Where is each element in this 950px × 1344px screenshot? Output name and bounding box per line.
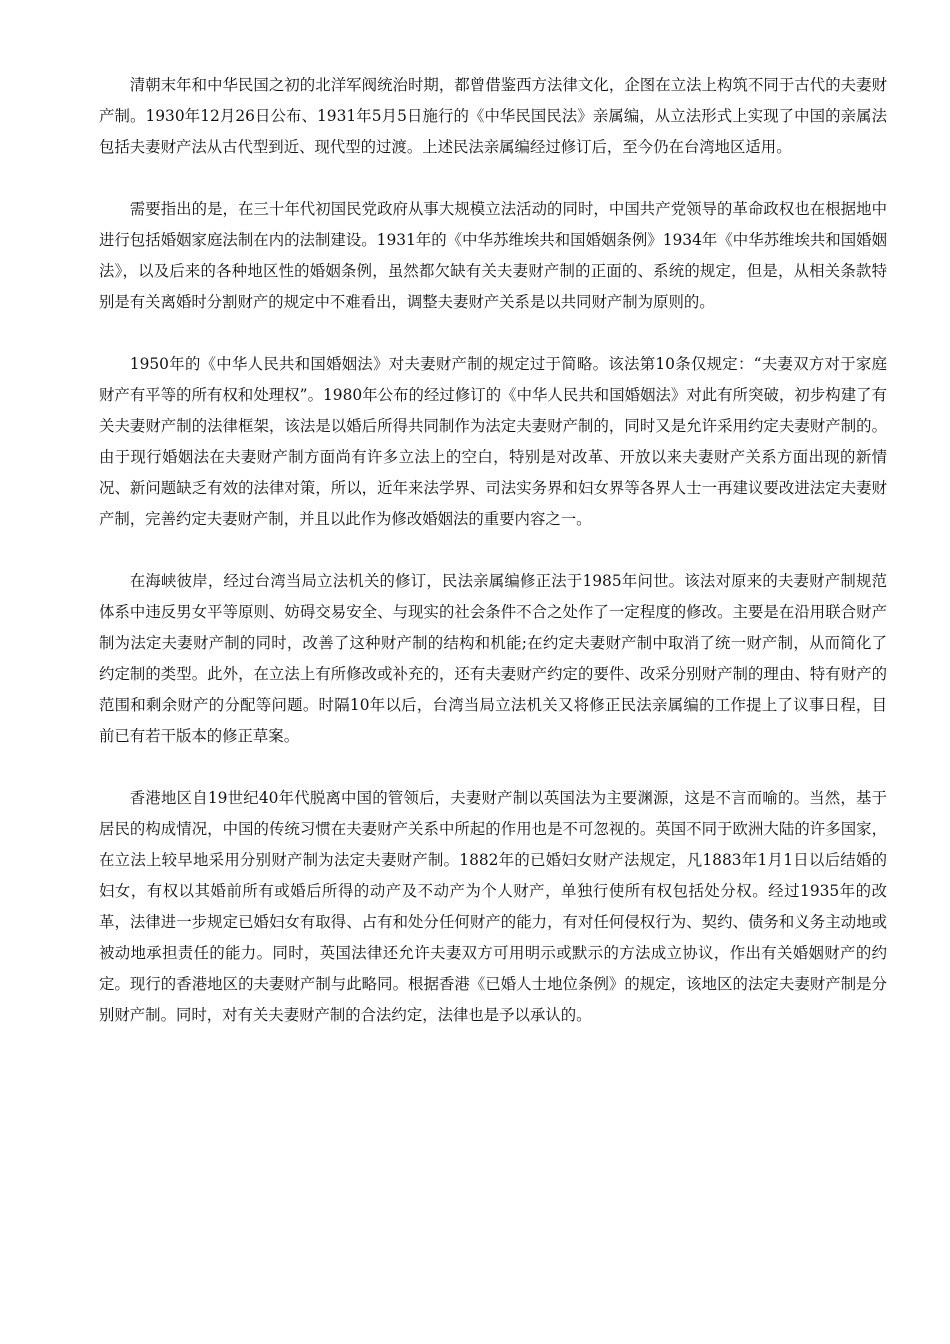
paragraph-5: 香港地区自19世纪40年代脱离中国的管领后，夫妻财产制以英国法为主要渊源，这是不言而喻的。当然，基于居民的构成情况，中国的传统习惯在夫妻财产关系中所起的作用也是不可忽视的。英国不同于欧洲大陆的许多国家，在立法上较早地采用分别财产制为法定夫妻财产制。1882年的已婚妇女财产法规定，凡1883年1月1日以后结婚的妇女，有权以其婚前所有或婚后所得的动产及不动产为个人财产，单独行使所有权包括处分权。经过1935年的改革，法律进一步规定已婚妇女有取得、占有和处分任何财产的能力，有对任何侵权行为、契约、债务和义务主动地或被动地承担责任的能力。同时，英国法律还允许夫妻双方可用明示或默示的方法成立协议，作出有关婚姻财产的约定。现行的香港地区的夫妻财产制与此略同。根据香港《已婚人士地位条例》的规定，该地区的法定夫妻财产制是分别财产制。同时，对有关夫妻财产制的合法约定，法律也是予以承认的。 [99, 789, 887, 1024]
paragraph-3: 1950年的《中华人民共和国婚姻法》对夫妻财产制的规定过于简略。该法第10条仅规定：“夫妻双方对于家庭财产有平等的所有权和处理权”。1980年公布的经过修订的《中华人民共和国婚姻法》对此有所突破，初步构建了有关夫妻财产制的法律框架，该法是以婚后所得共同制作为法定夫妻财产制的，同时又是允许采用约定夫妻财产制的。由于现行婚姻法在夫妻财产制方面尚有许多立法上的空白，特别是对改革、开放以来夫妻财产关系方面出现的新情况、新问题缺乏有效的法律对策，所以，近年来法学界、司法实务界和妇女界等各界人士一再建议要改进法定夫妻财产制，完善约定夫妻财产制，并且以此作为修改婚姻法的重要内容之一。 [99, 355, 887, 528]
paragraph-2: 需要指出的是，在三十年代初国民党政府从事大规模立法活动的同时，中国共产党领导的革命政权也在根据地中进行包括婚姻家庭法制在内的法制建设。1931年的《中华苏维埃共和国婚姻条例》1934年《中华苏维埃共和国婚姻法》，以及后来的各种地区性的婚姻条例，虽然都欠缺有关夫妻财产制的正面的、系统的规定，但是，从相关条款特别是有关离婚时分割财产的规定中不难看出，调整夫妻财产关系是以共同财产制为原则的。 [99, 200, 887, 311]
paragraph-1: 清朝末年和中华民国之初的北洋军阀统治时期，都曾借鉴西方法律文化，企图在立法上构筑不同于古代的夫妻财产制。1930年12月26日公布、1931年5月5日施行的《中华民国民法》亲属编，从立法形式上实现了中国的亲属法包括夫妻财产法从古代型到近、现代型的过渡。上述民法亲属编经过修订后，至今仍在台湾地区适用。 [99, 76, 887, 156]
paragraph-4: 在海峡彼岸，经过台湾当局立法机关的修订，民法亲属编修正法于1985年问世。该法对原来的夫妻财产制规范体系中违反男女平等原则、妨碍交易安全、与现实的社会条件不合之处作了一定程度的修改。主要是在沿用联合财产制为法定夫妻财产制的同时，改善了这种财产制的结构和机能;在约定夫妻财产制中取消了统一财产制，从而简化了约定制的类型。此外，在立法上有所修改或补充的，还有夫妻财产约定的要件、改采分别财产制的理由、特有财产的范围和剩余财产的分配等问题。时隔10年以后，台湾当局立法机关又将修正民法亲属编的工作提上了议事日程，目前已有若干版本的修正草案。 [99, 572, 887, 745]
document-body [99, 70, 887, 1062]
